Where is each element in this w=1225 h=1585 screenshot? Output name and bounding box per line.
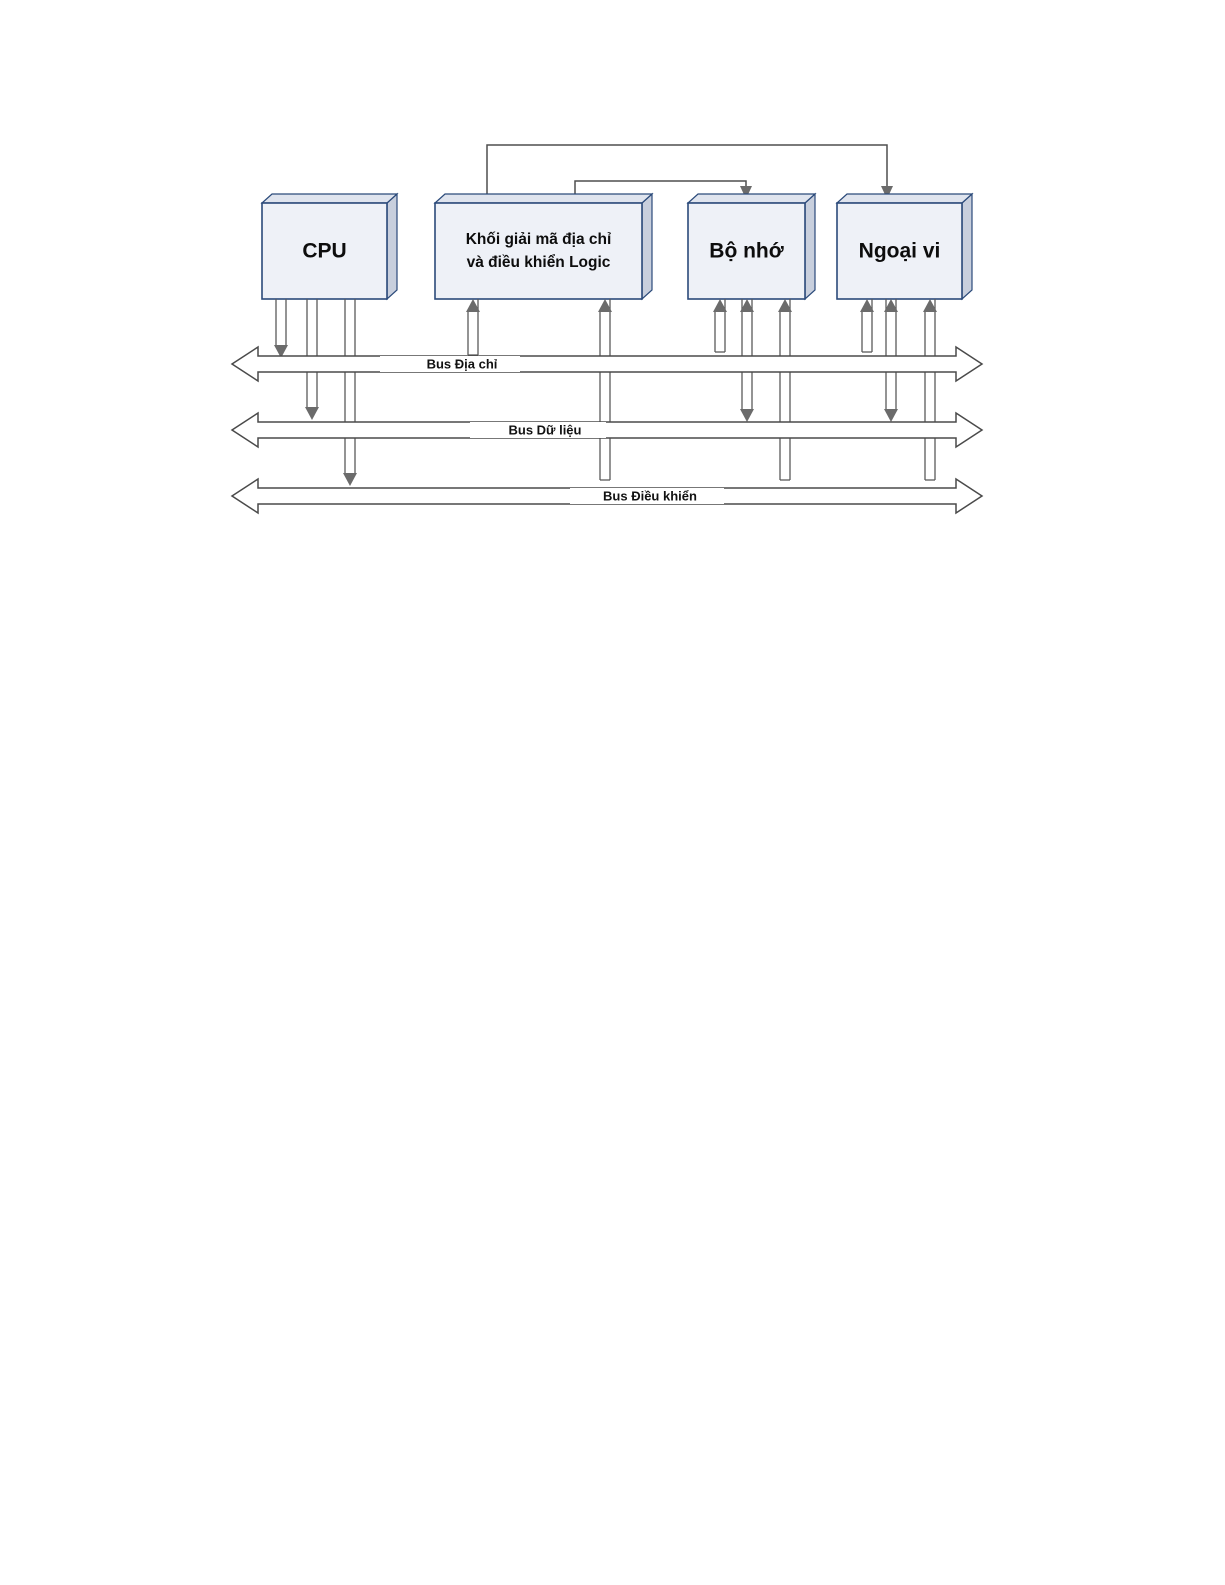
block-cpu-top [262, 194, 397, 203]
block-cpu[interactable] [262, 194, 397, 299]
block-memory-label: Bộ nhớ [709, 239, 784, 263]
block-decoder[interactable] [435, 194, 652, 299]
block-peripheral[interactable] [837, 194, 972, 299]
block-peripheral-top [837, 194, 972, 203]
wires-peripheral [860, 299, 937, 480]
block-decoder-side [642, 194, 652, 299]
wires-memory [713, 299, 792, 480]
bus-architecture-diagram [0, 0, 1225, 620]
arrowhead-cpu-data [305, 407, 319, 420]
block-peripheral-side [962, 194, 972, 299]
block-cpu-side [387, 194, 397, 299]
arrowhead-peripheral-data-down [884, 409, 898, 422]
block-decoder-label-line1: Khối giải mã địa chỉ [465, 231, 612, 249]
block-decoder-label-line2: và điều khiển Logic [466, 254, 611, 272]
arrowhead-cpu-control [343, 473, 357, 486]
block-memory-side [805, 194, 815, 299]
block-peripheral-label: Ngoại vi [858, 239, 941, 263]
arrowhead-memory-data-down [740, 409, 754, 422]
block-memory-top [688, 194, 815, 203]
block-decoder-top [435, 194, 652, 203]
block-cpu-label: CPU [302, 239, 347, 263]
bus-address-label: Bus Địa chỉ [426, 356, 498, 372]
diagram-canvas [0, 0, 1225, 620]
bus-data-label: Bus Dữ liệu [508, 422, 582, 438]
block-decoder-face [435, 203, 642, 299]
wires-decoder [466, 299, 612, 480]
bus-control[interactable] [232, 479, 982, 513]
block-memory[interactable] [688, 194, 815, 299]
wires-cpu [274, 299, 357, 486]
bus-control-label: Bus Điều khiển [603, 488, 697, 504]
